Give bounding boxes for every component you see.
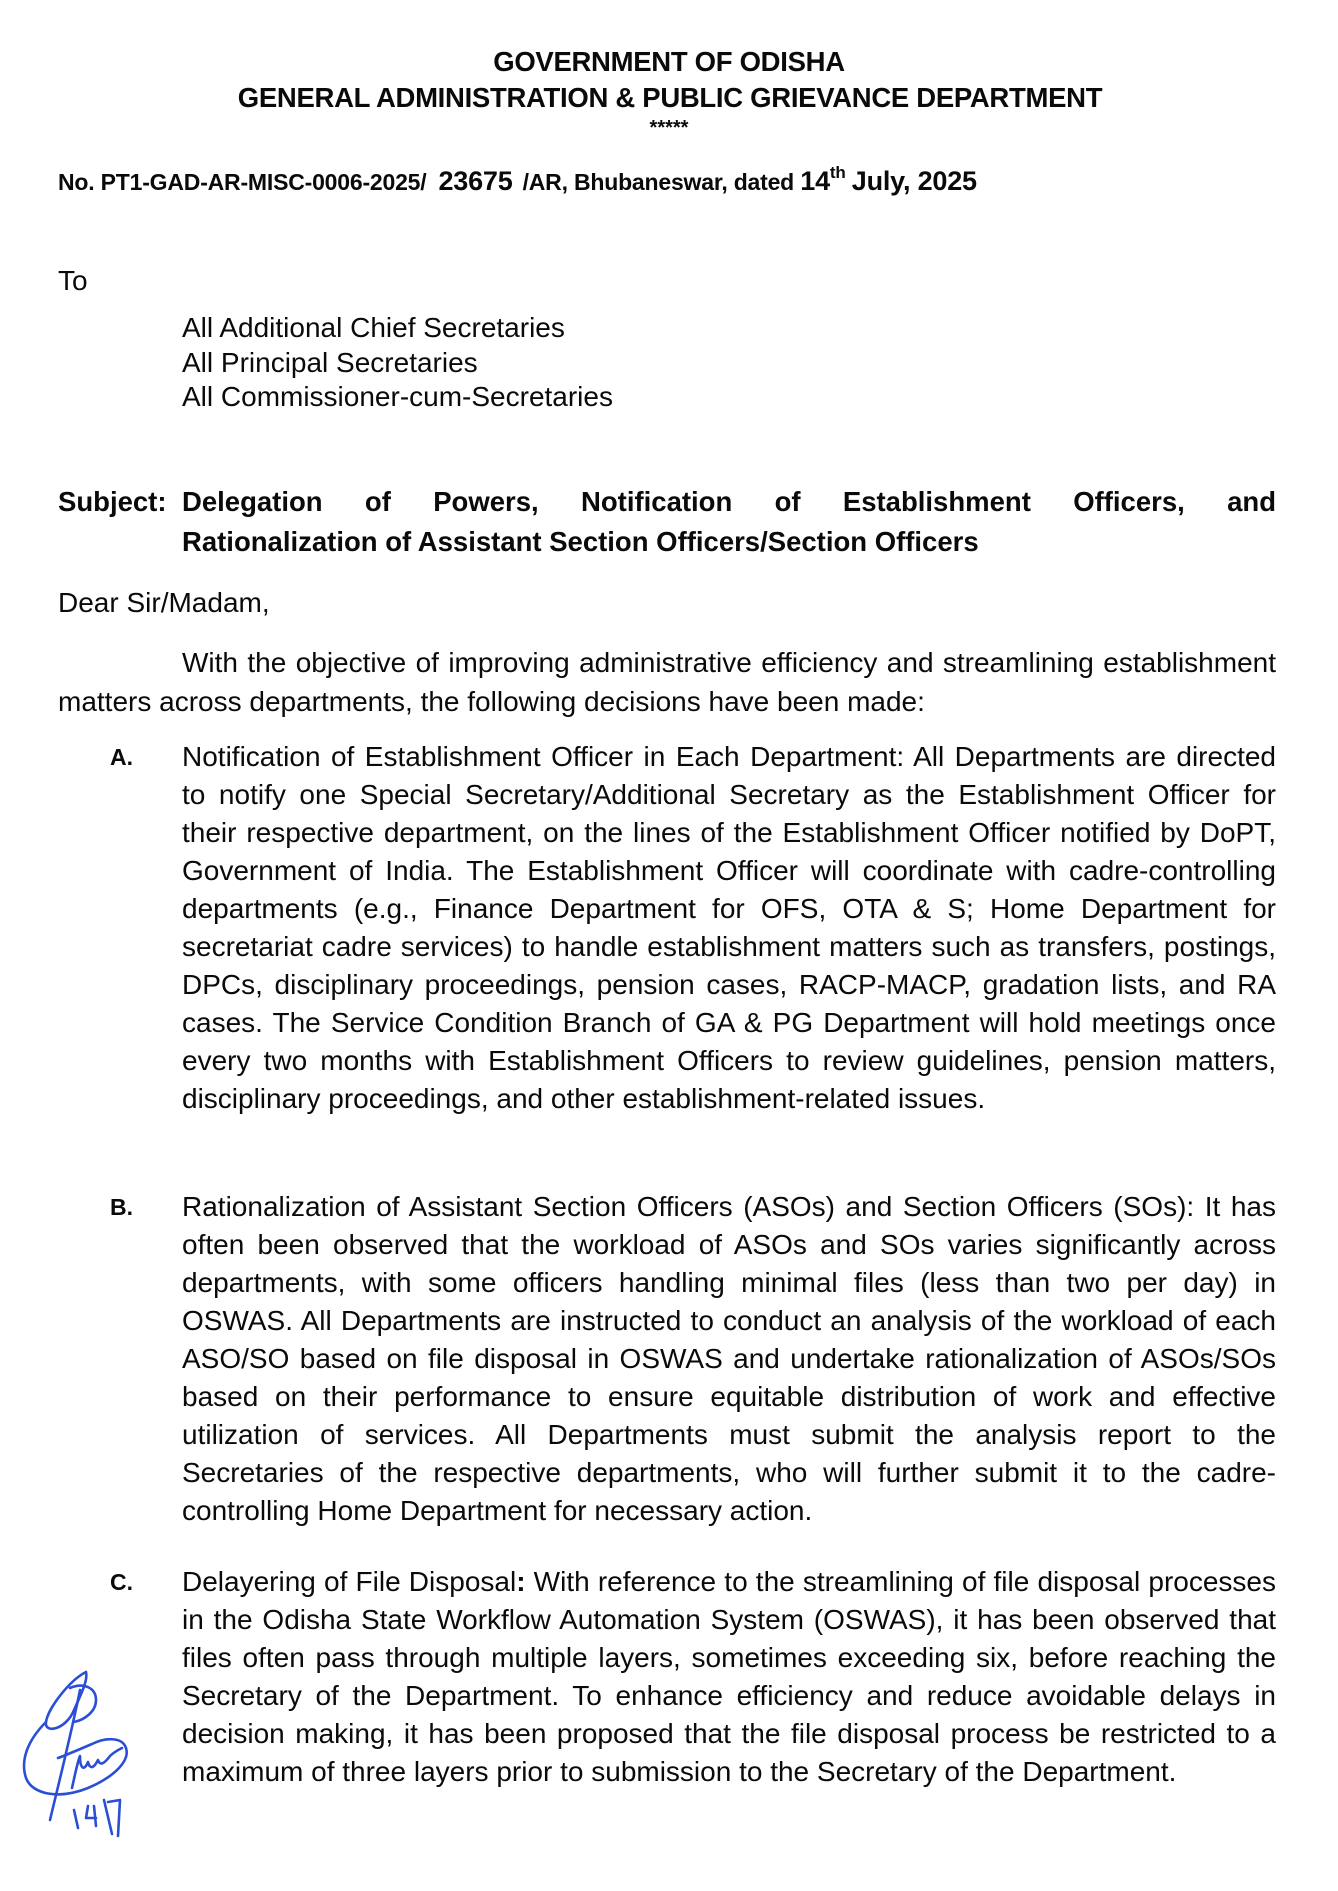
decision-item-c bbox=[58, 1563, 1276, 1791]
subject-text bbox=[182, 482, 1276, 562]
item-marker: C. bbox=[110, 1569, 133, 1595]
date-day-suffix: th bbox=[829, 163, 846, 182]
recipient: All Additional Chief Secretaries bbox=[182, 312, 565, 343]
header-separator: ***** bbox=[649, 117, 689, 139]
item-lead: Delayering of File Disposal bbox=[182, 1566, 517, 1597]
item-text bbox=[182, 1563, 1276, 1791]
reference-suffix: /AR, Bhubaneswar, dated bbox=[522, 169, 795, 195]
reference-line bbox=[58, 162, 977, 201]
letterhead bbox=[0, 44, 1338, 138]
item-text: Notification of Establishment Officer in Each Department: All Departments are directed to notify one Special Secretary/Additional Secretary as the Establishment Officer for their respective department, on the lines of the Establishment Officer notified by DoPT, Government of India. The Establishment Officer will coordinate with cadre-controlling departments (e.g., Finance Department for OFS, OTA & S; Home Department for secretariat cadre services) to handle establishment matters such as transfers, postings, DPCs, disciplinary proceedings, pension cases, RACP-MACP, gradation lists, and RA cases. The Service Condition Branch of GA & PG Department will hold meetings once every two months with Establishment Officers to review guidelines, pension matters, disciplinary proceedings, and other establishment-related issues. bbox=[182, 741, 1276, 1114]
item-lead-colon: : bbox=[516, 1566, 526, 1597]
item-marker: B. bbox=[110, 1194, 133, 1220]
to-label: To bbox=[58, 265, 88, 296]
recipient-list bbox=[182, 311, 613, 415]
subject-line-2: Rationalization of Assistant Section Officers/Section Officers bbox=[182, 526, 979, 557]
item-body: With reference to the streamlining of file disposal processes in the Odisha State Workflow Automation System (OSWAS), it has been observed that files often pass through multiple layers, sometimes exceeding six, before reaching the Secretary of the Department. To enhance efficiency and reduce avoidable delays in decision making, it has been proposed that the file disposal process be restricted to a maximum of three layers prior to submission to the Secretary of the Department. bbox=[182, 1566, 1276, 1787]
item-text: Rationalization of Assistant Section Officers (ASOs) and Section Officers (SOs): It has often been observed that the workload of ASOs and SOs varies significantly across departments, with some officers handling minimal files (less than two per day) in OSWAS. All Departments are instructed to conduct an analysis of the workload of each ASO/SO based on file disposal in OSWAS and undertake rationalization of ASOs/SOs based on their performance to ensure equitable distribution of work and effective utilization of services. All Departments must submit the analysis report to the Secretaries of the respective departments, who will further submit it to the cadre-controlling Home Department for necessary action. bbox=[182, 1191, 1276, 1526]
decision-item-a bbox=[58, 738, 1276, 1118]
decision-item-b bbox=[58, 1188, 1276, 1530]
recipient: All Principal Secretaries bbox=[182, 346, 478, 378]
intro-paragraph: With the objective of improving administrative efficiency and streamlining establishment matters across departments, the following decisions have been made: bbox=[58, 647, 1276, 717]
recipient: All Commissioner-cum-Secretaries bbox=[182, 381, 613, 412]
subject-line-1: Delegation of Powers, Notification of Establishment Officers, and bbox=[182, 486, 1276, 517]
signature-icon bbox=[8, 1660, 138, 1845]
department-title: GENERAL ADMINISTRATION & PUBLIC GRIEVANCE DEPARTMENT bbox=[237, 82, 1103, 113]
salutation: Dear Sir/Madam, bbox=[58, 587, 270, 618]
item-marker: A. bbox=[110, 744, 133, 770]
date-day: 14 bbox=[800, 166, 830, 196]
reference-prefix: No. PT1-GAD-AR-MISC-0006-2025/ bbox=[58, 169, 427, 195]
government-title: GOVERNMENT OF ODISHA bbox=[493, 46, 845, 77]
subject-block bbox=[58, 482, 1276, 562]
subject-label: Subject: bbox=[58, 486, 167, 517]
date-month-year: July, 2025 bbox=[851, 166, 977, 196]
reference-number: 23675 bbox=[438, 166, 513, 196]
